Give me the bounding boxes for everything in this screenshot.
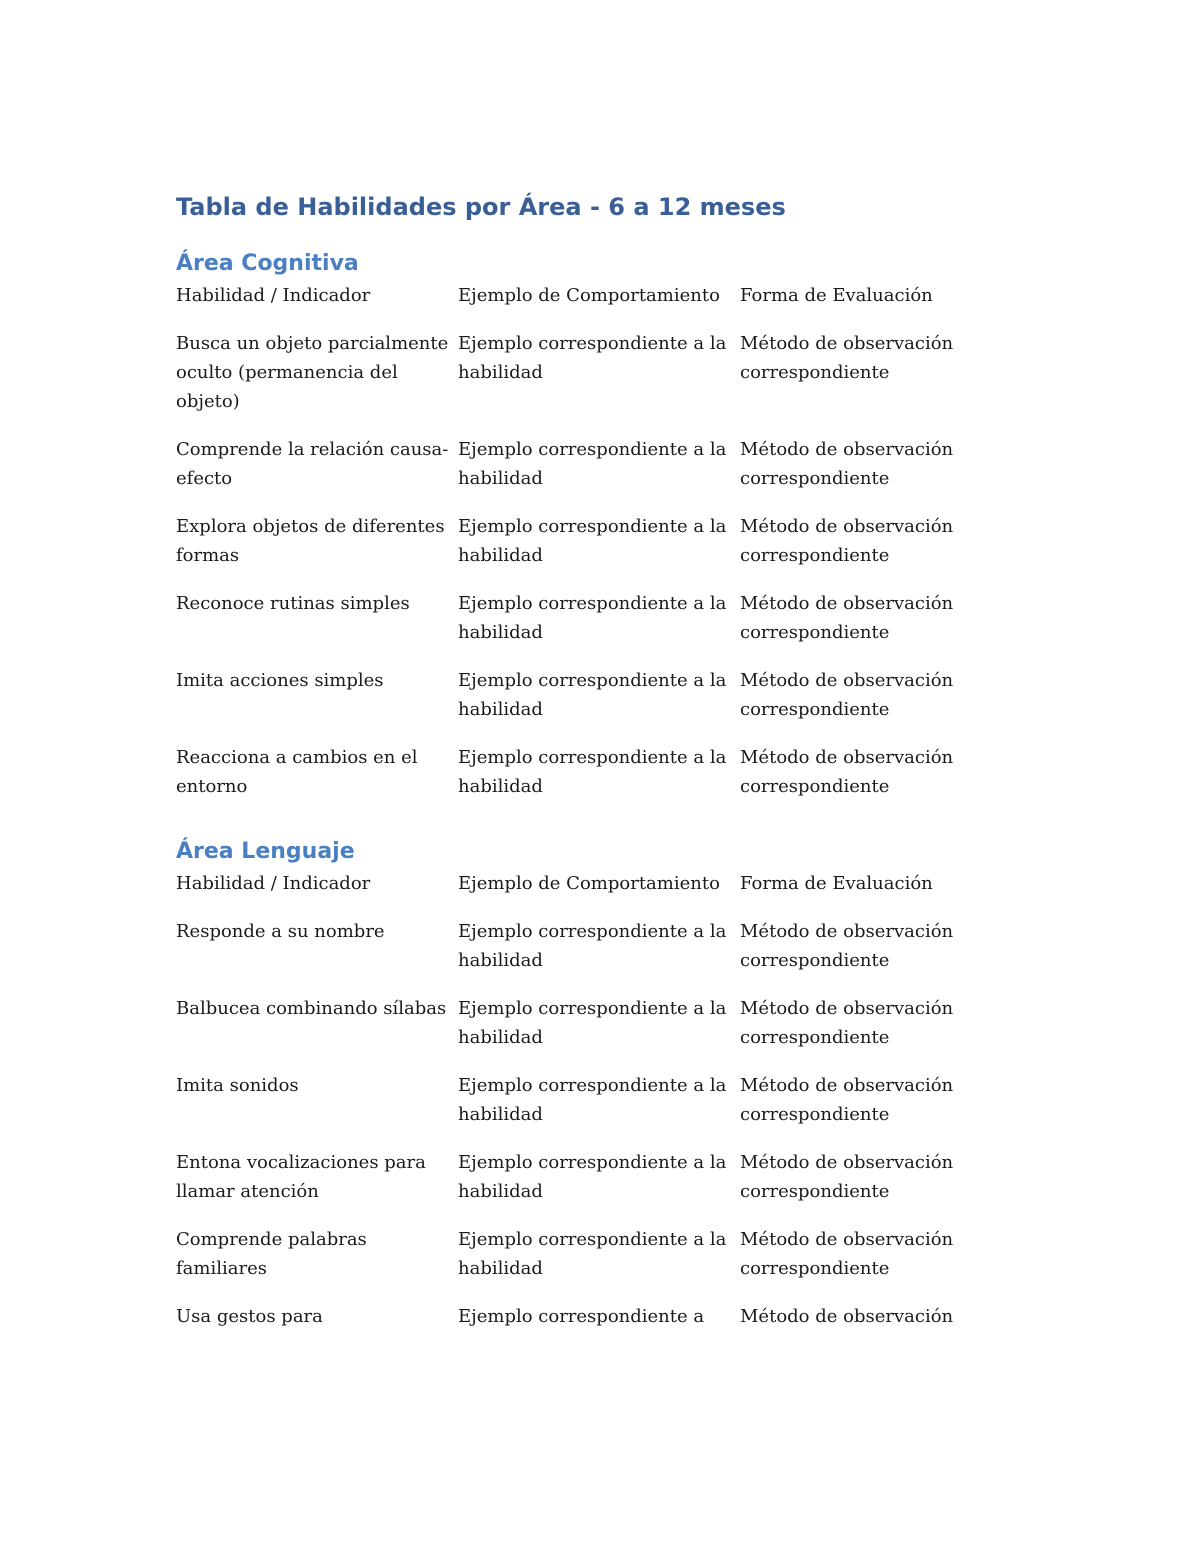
table-cell: Método de observación correspondiente xyxy=(740,439,954,489)
table-row xyxy=(176,994,1021,1071)
table-cell: Imita acciones simples xyxy=(176,670,384,691)
table-cell: Comprende palabras familiares xyxy=(176,1229,367,1279)
table-cell: Imita sonidos xyxy=(176,1075,299,1096)
section-title: Área Lenguaje xyxy=(176,839,355,864)
table-cell: Método de observación xyxy=(740,1306,954,1327)
column-header: Forma de Evaluación xyxy=(740,285,933,306)
table-row xyxy=(176,589,1021,666)
table-cell: Método de observación correspondiente xyxy=(740,1075,954,1125)
table-cell: Explora objetos de diferentes formas xyxy=(176,516,445,566)
document-page xyxy=(176,189,1036,1331)
column-header: Forma de Evaluación xyxy=(740,873,933,894)
table-row xyxy=(176,666,1021,743)
table-cell: Usa gestos para xyxy=(176,1306,323,1327)
table-cell: Busca un objeto parcialmente oculto (permanencia del objeto) xyxy=(176,333,449,412)
table-cell: Método de observación correspondiente xyxy=(740,747,954,797)
table-row xyxy=(176,1302,1021,1331)
table-row xyxy=(176,512,1021,589)
table-cell: Entona vocalizaciones para llamar atención xyxy=(176,1152,426,1202)
section-area-lenguaje xyxy=(176,835,1036,1331)
table-cell: Método de observación correspondiente xyxy=(740,1152,954,1202)
table-cell: Ejemplo correspondiente a la habilidad xyxy=(458,593,727,643)
table-cell: Responde a su nombre xyxy=(176,921,385,942)
table-cell: Método de observación correspondiente xyxy=(740,670,954,720)
table-cell: Ejemplo correspondiente a la habilidad xyxy=(458,1229,727,1279)
table-cell: Ejemplo correspondiente a la habilidad xyxy=(458,516,727,566)
table-cell: Reconoce rutinas simples xyxy=(176,593,410,614)
section-title: Área Cognitiva xyxy=(176,251,359,276)
table-row xyxy=(176,917,1021,994)
table-cell: Ejemplo correspondiente a la habilidad xyxy=(458,1075,727,1125)
skills-table xyxy=(176,869,1021,1331)
table-cell: Ejemplo correspondiente a la habilidad xyxy=(458,439,727,489)
table-row xyxy=(176,743,1021,801)
table-cell: Método de observación correspondiente xyxy=(740,1229,954,1279)
table-cell: Ejemplo correspondiente a la habilidad xyxy=(458,333,727,383)
table-header-row xyxy=(176,869,1021,917)
table-cell: Método de observación correspondiente xyxy=(740,333,954,383)
skills-table xyxy=(176,281,1021,801)
table-row xyxy=(176,1148,1021,1225)
column-header: Ejemplo de Comportamiento xyxy=(458,285,720,306)
table-cell: Reacciona a cambios en el entorno xyxy=(176,747,418,797)
table-cell: Ejemplo correspondiente a la habilidad xyxy=(458,998,727,1048)
table-row xyxy=(176,1225,1021,1302)
table-cell: Ejemplo correspondiente a xyxy=(458,1306,705,1327)
section-area-cognitiva xyxy=(176,247,1036,801)
column-header: Habilidad / Indicador xyxy=(176,873,371,894)
column-header: Ejemplo de Comportamiento xyxy=(458,873,720,894)
table-cell: Método de observación correspondiente xyxy=(740,593,954,643)
table-cell: Método de observación correspondiente xyxy=(740,516,954,566)
table-cell: Ejemplo correspondiente a la habilidad xyxy=(458,921,727,971)
table-cell: Ejemplo correspondiente a la habilidad xyxy=(458,747,727,797)
table-cell: Método de observación correspondiente xyxy=(740,921,954,971)
table-cell: Balbucea combinando sílabas xyxy=(176,998,447,1019)
table-row xyxy=(176,329,1021,435)
table-cell: Método de observación correspondiente xyxy=(740,998,954,1048)
column-header: Habilidad / Indicador xyxy=(176,285,371,306)
table-cell: Ejemplo correspondiente a la habilidad xyxy=(458,670,727,720)
table-row xyxy=(176,435,1021,512)
table-cell: Comprende la relación causa-efecto xyxy=(176,439,449,489)
document-title: Tabla de Habilidades por Área - 6 a 12 meses xyxy=(176,193,786,221)
table-cell: Ejemplo correspondiente a la habilidad xyxy=(458,1152,727,1202)
table-header-row xyxy=(176,281,1021,329)
table-row xyxy=(176,1071,1021,1148)
